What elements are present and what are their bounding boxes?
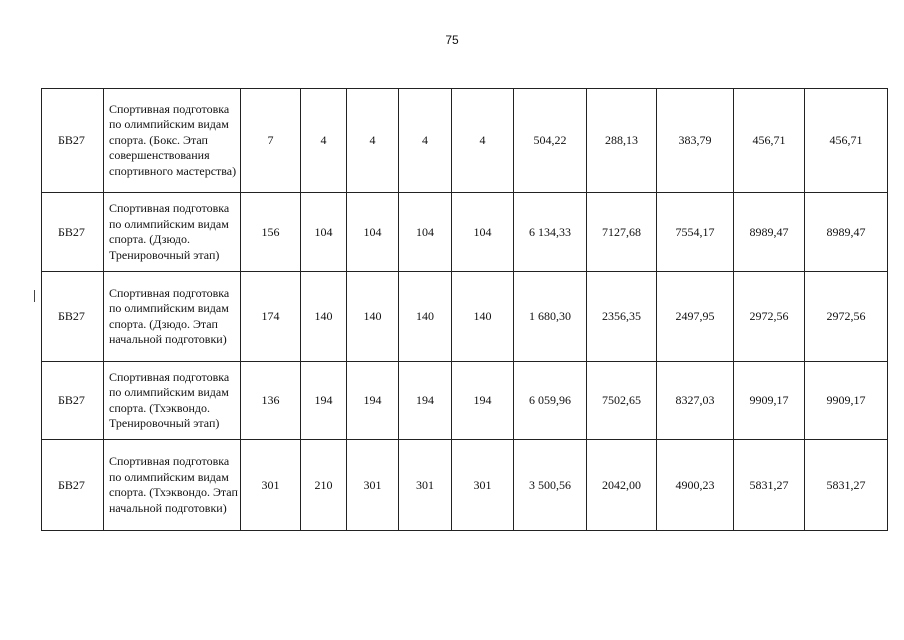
table-row xyxy=(42,89,888,193)
amount-cell: 7502,65 xyxy=(587,362,657,440)
table-row xyxy=(42,193,888,272)
count-cell: 156 xyxy=(241,193,301,272)
amount-cell: 2497,95 xyxy=(657,272,734,362)
count-cell: 4 xyxy=(347,89,399,193)
table-row xyxy=(42,440,888,531)
table-row xyxy=(42,362,888,440)
count-cell: 301 xyxy=(241,440,301,531)
row-code: БВ27 xyxy=(42,440,104,531)
count-cell: 301 xyxy=(347,440,399,531)
count-cell: 194 xyxy=(347,362,399,440)
row-description: Спортивная подготовка по олимпийским видам спорта. (Дзюдо. Тренировочный этап) xyxy=(104,193,241,272)
count-cell: 140 xyxy=(301,272,347,362)
amount-cell: 2972,56 xyxy=(734,272,805,362)
amount-cell: 383,79 xyxy=(657,89,734,193)
row-description: Спортивная подготовка по олимпийским видам спорта. (Тхэквондо. Этап начальной подготовки) xyxy=(104,440,241,531)
scan-margin-mark xyxy=(34,290,35,302)
count-cell: 301 xyxy=(399,440,452,531)
count-cell: 210 xyxy=(301,440,347,531)
row-code: БВ27 xyxy=(42,272,104,362)
count-cell: 140 xyxy=(452,272,514,362)
count-cell: 104 xyxy=(301,193,347,272)
amount-cell: 456,71 xyxy=(734,89,805,193)
amount-cell: 456,71 xyxy=(805,89,888,193)
amount-cell: 2356,35 xyxy=(587,272,657,362)
amount-cell: 2042,00 xyxy=(587,440,657,531)
amount-cell: 5831,27 xyxy=(734,440,805,531)
amount-cell: 6 059,96 xyxy=(514,362,587,440)
count-cell: 104 xyxy=(347,193,399,272)
amount-cell: 2972,56 xyxy=(805,272,888,362)
count-cell: 194 xyxy=(301,362,347,440)
amount-cell: 8327,03 xyxy=(657,362,734,440)
amount-cell: 9909,17 xyxy=(734,362,805,440)
count-cell: 301 xyxy=(452,440,514,531)
table-row xyxy=(42,272,888,362)
amount-cell: 3 500,56 xyxy=(514,440,587,531)
row-description: Спортивная подготовка по олимпийским видам спорта. (Дзюдо. Этап начальной подготовки) xyxy=(104,272,241,362)
count-cell: 194 xyxy=(452,362,514,440)
amount-cell: 4900,23 xyxy=(657,440,734,531)
amount-cell: 504,22 xyxy=(514,89,587,193)
count-cell: 194 xyxy=(399,362,452,440)
count-cell: 136 xyxy=(241,362,301,440)
count-cell: 174 xyxy=(241,272,301,362)
amount-cell: 5831,27 xyxy=(805,440,888,531)
count-cell: 104 xyxy=(452,193,514,272)
row-description: Спортивная подготовка по олимпийским видам спорта. (Бокс. Этап совершенствования спортивного мастерства) xyxy=(104,89,241,193)
row-description: Спортивная подготовка по олимпийским видам спорта. (Тхэквондо. Тренировочный этап) xyxy=(104,362,241,440)
row-code: БВ27 xyxy=(42,362,104,440)
count-cell: 104 xyxy=(399,193,452,272)
amount-cell: 288,13 xyxy=(587,89,657,193)
count-cell: 4 xyxy=(399,89,452,193)
row-code: БВ27 xyxy=(42,89,104,193)
data-table xyxy=(41,88,888,531)
count-cell: 140 xyxy=(347,272,399,362)
row-code: БВ27 xyxy=(42,193,104,272)
count-cell: 4 xyxy=(452,89,514,193)
amount-cell: 9909,17 xyxy=(805,362,888,440)
page-number: 75 xyxy=(445,33,459,47)
amount-cell: 8989,47 xyxy=(734,193,805,272)
amount-cell: 8989,47 xyxy=(805,193,888,272)
amount-cell: 7127,68 xyxy=(587,193,657,272)
amount-cell: 7554,17 xyxy=(657,193,734,272)
count-cell: 140 xyxy=(399,272,452,362)
amount-cell: 6 134,33 xyxy=(514,193,587,272)
amount-cell: 1 680,30 xyxy=(514,272,587,362)
count-cell: 4 xyxy=(301,89,347,193)
count-cell: 7 xyxy=(241,89,301,193)
